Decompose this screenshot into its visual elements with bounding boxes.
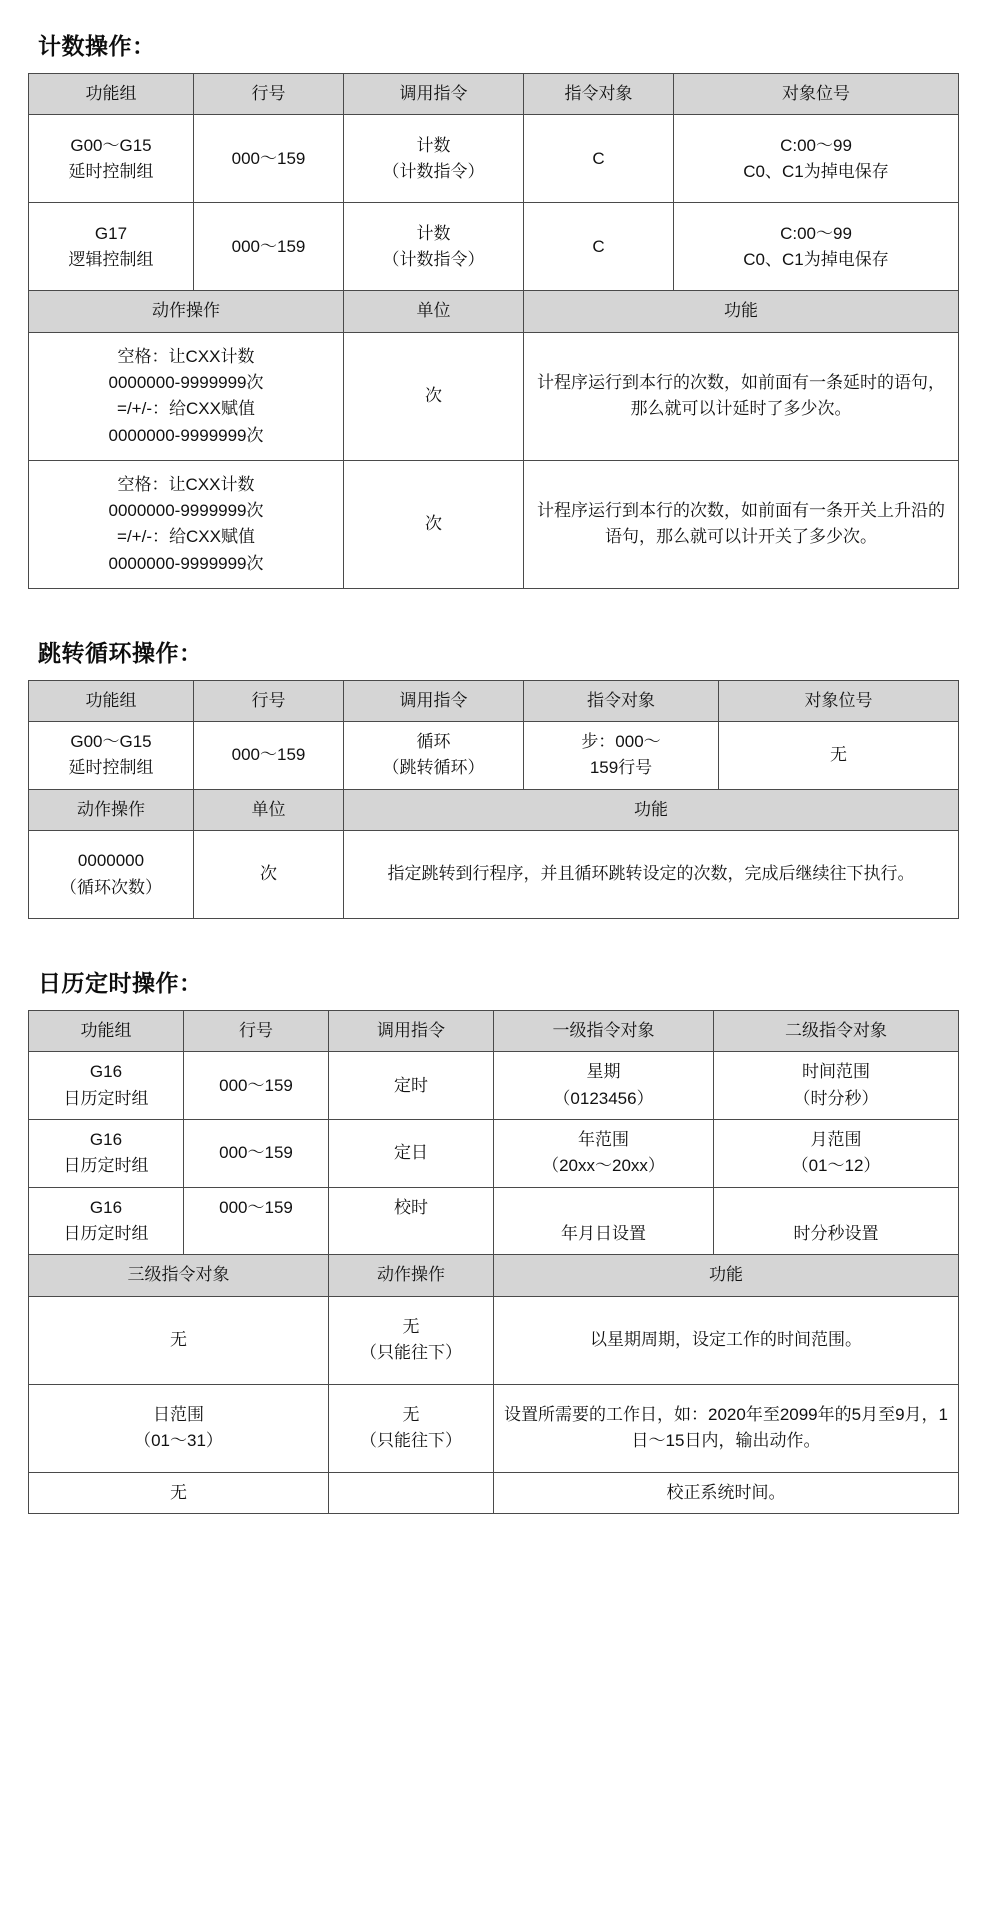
action-cell bbox=[29, 831, 194, 919]
counting-table bbox=[28, 73, 959, 589]
text-line: G16 bbox=[89, 1130, 123, 1150]
text-line: （循环次数） bbox=[60, 877, 162, 897]
text-line: 0000000-9999999次 bbox=[108, 553, 264, 573]
column-header: 功能组 bbox=[29, 680, 194, 721]
text-line: 无 bbox=[402, 1316, 420, 1336]
text-line: G16 bbox=[89, 1062, 123, 1082]
text-line: C0、C1为掉电保存 bbox=[743, 161, 889, 181]
instruction-target-cell bbox=[524, 115, 674, 203]
function-group-cell bbox=[29, 203, 194, 291]
function-group-cell bbox=[29, 1120, 184, 1188]
call-instruction-cell bbox=[344, 722, 524, 790]
call-instruction-cell bbox=[329, 1052, 494, 1120]
text-line: 日历定时组 bbox=[63, 1224, 149, 1244]
column-header: 功能 bbox=[344, 789, 959, 830]
text-line: 延时控制组 bbox=[68, 758, 154, 778]
text-line: 无 bbox=[170, 1482, 187, 1502]
text-line: 000～159 bbox=[219, 1075, 293, 1095]
table-row bbox=[29, 115, 959, 203]
table-row bbox=[29, 1472, 959, 1513]
function-cell: 计程序运行到本行的次数，如前面有一条开关上升沿的语句，那么就可以计开关了多少次。 bbox=[524, 460, 959, 588]
line-number-cell bbox=[184, 1120, 329, 1188]
text-line: （跳转循环） bbox=[382, 758, 485, 778]
text-line: 000～159 bbox=[231, 745, 306, 765]
tertiary-target-cell bbox=[29, 1296, 329, 1384]
text-line: 月范围 bbox=[810, 1130, 862, 1150]
column-header: 功能 bbox=[494, 1255, 959, 1296]
text-line: （计数指令） bbox=[382, 249, 485, 269]
action-cell bbox=[29, 460, 344, 588]
secondary-target-cell bbox=[714, 1052, 959, 1120]
function-cell: 设置所需要的工作日，如：2020年至2099年的5月至9月，1日～15日内，输出动作。 bbox=[494, 1384, 959, 1472]
column-header: 功能组 bbox=[29, 74, 194, 115]
table-header-row bbox=[29, 680, 959, 721]
action-cell bbox=[329, 1384, 494, 1472]
text-line: 无 bbox=[830, 745, 847, 765]
text-line: 时分秒设置 bbox=[793, 1224, 879, 1244]
text-line: =/+/-：给CXX赋值 bbox=[117, 399, 255, 419]
column-header: 二级指令对象 bbox=[714, 1011, 959, 1052]
text-line: 次 bbox=[260, 864, 277, 884]
text-line: 定日 bbox=[394, 1143, 428, 1163]
table-header-row bbox=[29, 789, 959, 830]
text-line: 000～159 bbox=[219, 1143, 293, 1163]
line-number-cell bbox=[184, 1052, 329, 1120]
column-header: 动作操作 bbox=[29, 789, 194, 830]
unit-cell bbox=[344, 332, 524, 460]
text-line: 000～159 bbox=[219, 1197, 293, 1217]
tertiary-target-cell bbox=[29, 1472, 329, 1513]
table-header-row bbox=[29, 291, 959, 332]
unit-cell bbox=[194, 831, 344, 919]
tertiary-target-cell bbox=[29, 1384, 329, 1472]
table-row bbox=[29, 1384, 959, 1472]
text-line: （01～31） bbox=[134, 1431, 223, 1451]
text-line: 000～159 bbox=[231, 148, 306, 168]
column-header: 一级指令对象 bbox=[494, 1011, 714, 1052]
unit-cell bbox=[344, 460, 524, 588]
primary-target-cell bbox=[494, 1052, 714, 1120]
jump-loop-table bbox=[28, 680, 959, 919]
table-row bbox=[29, 1052, 959, 1120]
primary-target-cell bbox=[494, 1120, 714, 1188]
text-line: G16 bbox=[89, 1197, 123, 1217]
text-line: （时分秒） bbox=[793, 1088, 879, 1108]
text-line: C0、C1为掉电保存 bbox=[743, 249, 889, 269]
text-line: 步：000～ bbox=[581, 732, 661, 752]
text-line: 年月日设置 bbox=[561, 1224, 646, 1244]
text-line: 000～159 bbox=[231, 236, 306, 256]
function-group-cell bbox=[29, 1187, 184, 1255]
text-line: 空格：让CXX计数 bbox=[117, 474, 255, 494]
text-line: 0000000-9999999次 bbox=[108, 425, 264, 445]
text-line: （计数指令） bbox=[382, 161, 485, 181]
column-header: 动作操作 bbox=[29, 291, 344, 332]
text-line: 次 bbox=[425, 386, 442, 406]
object-bit-cell bbox=[674, 115, 959, 203]
text-line: C bbox=[592, 236, 605, 256]
text-line: （01～12） bbox=[791, 1156, 881, 1176]
text-line: 延时控制组 bbox=[68, 161, 154, 181]
table-header-row bbox=[29, 1255, 959, 1296]
text-line: 次 bbox=[425, 514, 442, 534]
text-line: 逻辑控制组 bbox=[68, 249, 154, 269]
text-line: （只能往下） bbox=[360, 1431, 462, 1451]
section-calendar-timer bbox=[28, 965, 962, 1514]
text-line: 日历定时组 bbox=[63, 1156, 149, 1176]
call-instruction-cell bbox=[329, 1120, 494, 1188]
text-line: 日范围 bbox=[153, 1404, 204, 1424]
function-cell: 校正系统时间。 bbox=[494, 1472, 959, 1513]
text-line: 计数 bbox=[416, 223, 451, 243]
column-header: 对象位号 bbox=[719, 680, 959, 721]
action-cell bbox=[329, 1296, 494, 1384]
primary-target-cell bbox=[494, 1187, 714, 1255]
section-title: 跳转循环操作： bbox=[38, 639, 203, 666]
column-header: 行号 bbox=[184, 1011, 329, 1052]
text-line: 时间范围 bbox=[802, 1062, 870, 1082]
section-jump-loop bbox=[28, 635, 962, 919]
column-header: 对象位号 bbox=[674, 74, 959, 115]
text-line: C:00～99 bbox=[780, 223, 852, 243]
column-header: 行号 bbox=[194, 680, 344, 721]
column-header: 指令对象 bbox=[524, 680, 719, 721]
text-line: 0000000-9999999次 bbox=[108, 372, 264, 392]
table-row bbox=[29, 1120, 959, 1188]
column-header: 单位 bbox=[344, 291, 524, 332]
line-number-cell bbox=[194, 203, 344, 291]
table-header-row bbox=[29, 74, 959, 115]
action-cell bbox=[329, 1472, 494, 1513]
column-header: 指令对象 bbox=[524, 74, 674, 115]
text-line: G00～G15 bbox=[70, 732, 152, 752]
function-cell: 以星期周期，设定工作的时间范围。 bbox=[494, 1296, 959, 1384]
call-instruction-cell bbox=[344, 115, 524, 203]
line-number-cell bbox=[194, 115, 344, 203]
column-header: 调用指令 bbox=[344, 74, 524, 115]
text-line: 校时 bbox=[394, 1197, 428, 1217]
calendar-timer-table bbox=[28, 1010, 959, 1514]
action-cell bbox=[29, 332, 344, 460]
text-line: 循环 bbox=[416, 732, 451, 752]
secondary-target-cell bbox=[714, 1187, 959, 1255]
section-title: 日历定时操作： bbox=[38, 970, 203, 997]
column-header: 功能 bbox=[524, 291, 959, 332]
column-header: 调用指令 bbox=[329, 1011, 494, 1052]
column-header: 三级指令对象 bbox=[29, 1255, 329, 1296]
column-header: 行号 bbox=[194, 74, 344, 115]
text-line: 0000000-9999999次 bbox=[108, 500, 264, 520]
secondary-target-cell bbox=[714, 1120, 959, 1188]
section-title: 计数操作： bbox=[38, 33, 156, 59]
text-line: （0123456） bbox=[553, 1088, 654, 1108]
text-line: C bbox=[592, 148, 605, 168]
text-line: 日历定时组 bbox=[63, 1088, 149, 1108]
table-row bbox=[29, 460, 959, 588]
table-row bbox=[29, 332, 959, 460]
function-group-cell bbox=[29, 722, 194, 790]
section-spacer bbox=[28, 929, 962, 955]
call-instruction-cell bbox=[344, 203, 524, 291]
text-line: G00～G15 bbox=[70, 135, 152, 155]
object-bit-cell bbox=[674, 203, 959, 291]
text-line: G17 bbox=[94, 223, 128, 243]
function-group-cell bbox=[29, 1052, 184, 1120]
section-spacer bbox=[28, 599, 962, 625]
column-header: 动作操作 bbox=[329, 1255, 494, 1296]
text-line: 无 bbox=[170, 1330, 187, 1350]
instruction-target-cell bbox=[524, 203, 674, 291]
instruction-target-cell bbox=[524, 722, 719, 790]
object-bit-cell bbox=[719, 722, 959, 790]
table-row bbox=[29, 1296, 959, 1384]
section-counting bbox=[28, 28, 962, 589]
text-line: 0000000 bbox=[77, 851, 145, 871]
table-row bbox=[29, 1187, 959, 1255]
table-row bbox=[29, 722, 959, 790]
text-line: 159行号 bbox=[589, 758, 653, 778]
function-cell: 计程序运行到本行的次数，如前面有一条延时的语句，那么就可以计延时了多少次。 bbox=[524, 332, 959, 460]
table-row bbox=[29, 203, 959, 291]
text-line: =/+/-：给CXX赋值 bbox=[117, 527, 255, 547]
column-header: 功能组 bbox=[29, 1011, 184, 1052]
function-group-cell bbox=[29, 115, 194, 203]
text-line: 年范围 bbox=[578, 1130, 629, 1150]
table-header-row bbox=[29, 1011, 959, 1052]
call-instruction-cell bbox=[329, 1187, 494, 1255]
function-cell: 指定跳转到行程序，并且循环跳转设定的次数，完成后继续往下执行。 bbox=[344, 831, 959, 919]
text-line: C:00～99 bbox=[780, 135, 852, 155]
text-line: 无 bbox=[402, 1404, 420, 1424]
line-number-cell bbox=[194, 722, 344, 790]
text-line: （只能往下） bbox=[360, 1343, 462, 1363]
text-line: 星期 bbox=[586, 1062, 621, 1082]
column-header: 调用指令 bbox=[344, 680, 524, 721]
column-header: 单位 bbox=[194, 789, 344, 830]
text-line: 计数 bbox=[416, 135, 451, 155]
line-number-cell bbox=[184, 1187, 329, 1255]
text-line: 空格：让CXX计数 bbox=[117, 346, 255, 366]
text-line: （20xx～20xx） bbox=[542, 1156, 665, 1176]
table-row bbox=[29, 831, 959, 919]
text-line: 定时 bbox=[394, 1075, 428, 1095]
